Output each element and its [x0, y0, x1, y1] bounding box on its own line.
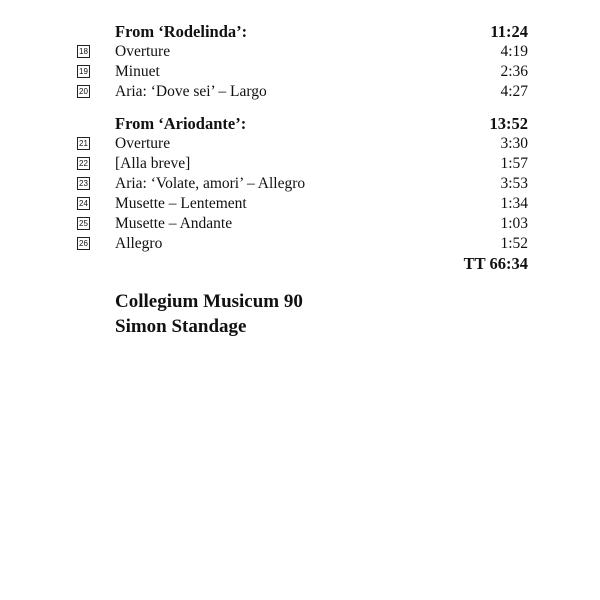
track-row: [0, 214, 600, 234]
total-time-row: [0, 254, 600, 274]
track-row: [0, 42, 600, 62]
section-heading: [0, 22, 600, 42]
track-row: [0, 194, 600, 214]
track-number-box: 19: [77, 65, 90, 78]
track-title: Minuet: [115, 63, 160, 80]
track-number-box: 22: [77, 157, 90, 170]
track-title: Aria: ‘Dove sei’ – Largo: [115, 83, 267, 100]
track-title: Musette – Lentement: [115, 195, 247, 212]
track-number-box: 26: [77, 237, 90, 250]
track-row: [0, 134, 600, 154]
track-row: [0, 154, 600, 174]
track-number-box: 20: [77, 85, 90, 98]
section-total: 13:52: [489, 114, 528, 133]
section-total: 11:24: [490, 22, 528, 41]
track-row: [0, 62, 600, 82]
total-time: TT 66:34: [463, 254, 528, 273]
track-title: Overture: [115, 43, 171, 60]
track-time: 4:27: [500, 83, 528, 100]
ensemble-name: Collegium Musicum 90: [115, 291, 303, 312]
track-time: 1:03: [500, 215, 528, 232]
track-row: [0, 234, 600, 254]
track-number-box: 21: [77, 137, 90, 150]
track-time: 1:57: [500, 155, 528, 172]
track-time: 3:30: [500, 135, 528, 152]
conductor-name: Simon Standage: [115, 316, 247, 337]
track-time: 1:34: [500, 195, 528, 212]
section-heading: [0, 114, 600, 134]
track-time: 2:36: [500, 63, 528, 80]
track-row: [0, 82, 600, 102]
track-number-box: 25: [77, 217, 90, 230]
track-title: [Alla breve]: [115, 155, 191, 172]
section-title: From ‘Rodelinda’:: [115, 22, 248, 41]
track-number-box: 23: [77, 177, 90, 190]
track-title: Allegro: [115, 235, 163, 252]
track-time: 4:19: [500, 43, 528, 60]
track-number-box: 24: [77, 197, 90, 210]
track-time: 3:53: [500, 175, 528, 192]
track-title: Aria: ‘Volate, amori’ – Allegro: [115, 175, 306, 192]
track-row: [0, 174, 600, 194]
track-title: Musette – Andante: [115, 215, 233, 232]
track-title: Overture: [115, 135, 171, 152]
track-time: 1:52: [500, 235, 528, 252]
track-number-box: 18: [77, 45, 90, 58]
section-title: From ‘Ariodante’:: [115, 114, 247, 133]
